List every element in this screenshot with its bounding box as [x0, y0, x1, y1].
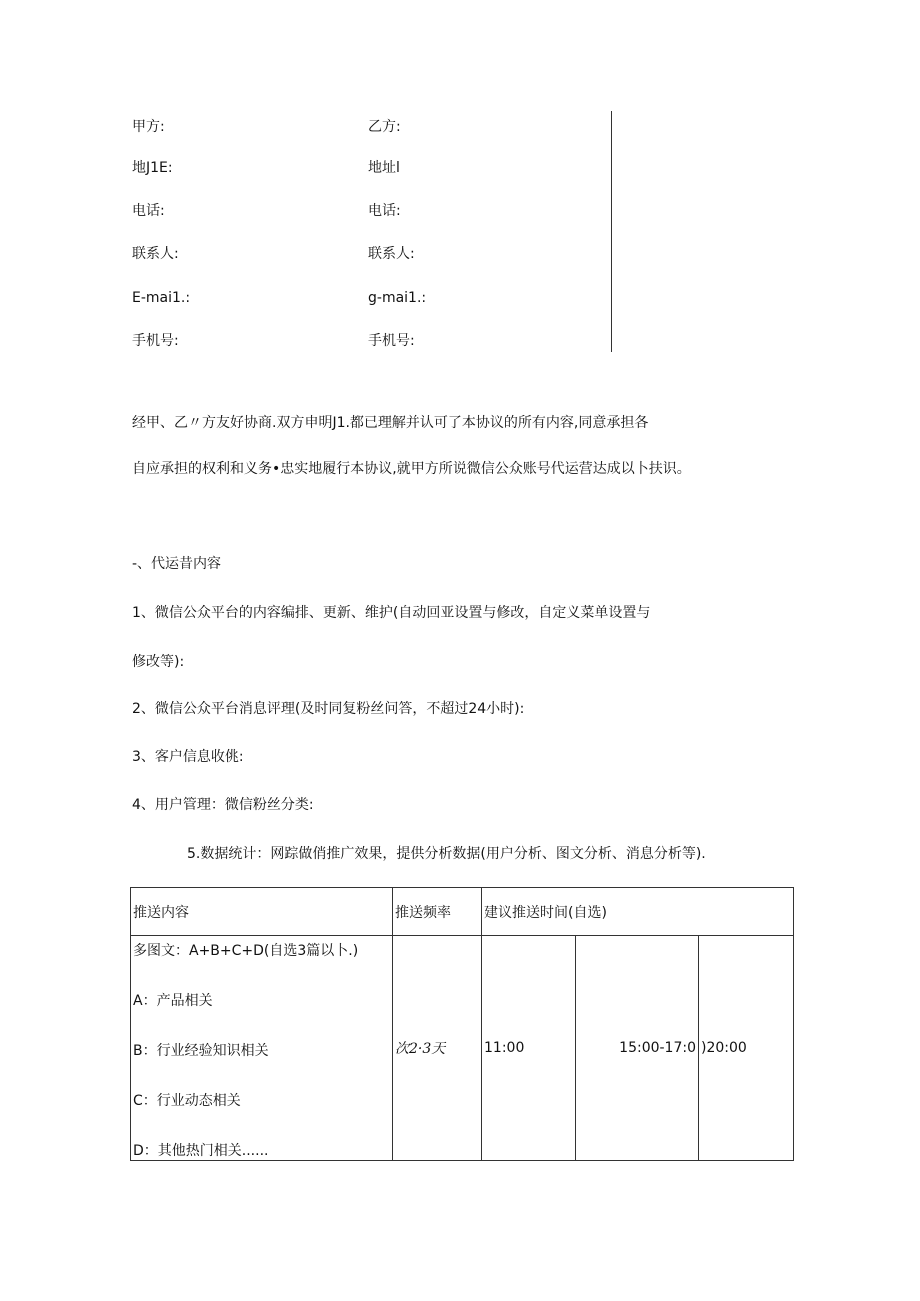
content-line-d: D：其他热门相关......	[133, 1143, 269, 1159]
push-schedule-table	[130, 887, 794, 1161]
party-b-name-label: 乙方:	[368, 119, 401, 135]
header-push-content: 推送内容	[131, 888, 393, 936]
section-item-5: 5.数据统计：网踪做俏推广效果，提供分析数据(用户分析、图文分析、消息分析等).	[187, 846, 706, 862]
intro-line-1: 经甲、乙〃方友好协商.双方申明J1.都已理解并认可了本协议的所有内容,同意承担各	[132, 415, 649, 431]
party-a-contact-label: 联系人:	[132, 246, 179, 262]
push-time-3-cell: )20:00	[699, 936, 794, 1161]
party-b-contact-label: 联系人:	[368, 246, 415, 262]
section-item-3: 3、客户信息收佻:	[132, 749, 244, 765]
party-a-email-label: E-mai1.:	[132, 290, 191, 306]
section-item-4: 4、用户管理：微信粉丝分类:	[132, 797, 314, 813]
party-block-divider	[611, 111, 612, 352]
content-line-a: A：产品相关	[133, 993, 213, 1009]
intro-line-2: 自应承担的权利和义务•忠实地履行本协议,就甲方所说微信公众账号代运营达成以卜扶识。	[132, 461, 691, 477]
content-line-b: B：行业经验知识相关	[133, 1043, 269, 1059]
section-title: -、代运昔内容	[132, 556, 222, 572]
push-time-1-cell: 11:00	[482, 936, 576, 1161]
content-line-c: C：行业动态相关	[133, 1093, 241, 1109]
push-frequency-cell: 次2·3天	[393, 936, 482, 1161]
table-header-row	[131, 888, 794, 936]
push-time-2-cell: 15:00-17:0	[576, 936, 699, 1161]
header-push-time: 建议推送时间(自选)	[482, 888, 794, 936]
party-b-phone-label: 电话:	[368, 203, 401, 219]
party-a-name-label: 甲方:	[132, 119, 165, 135]
party-a-phone-label: 电话:	[132, 203, 165, 219]
party-b-mobile-label: 手机号:	[368, 333, 415, 349]
table-row	[131, 936, 794, 1161]
section-item-1-line-1: 1、微信公众平台的内容编排、更新、维护(自动回亚设置与修改，自定义菜单设置与	[132, 605, 651, 621]
section-item-2: 2、微信公众平台消息评理(及时同复粉丝问答，不超过24小时):	[132, 701, 525, 717]
party-a-address-label: 地J1E:	[132, 160, 173, 176]
header-push-frequency: 推送频率	[393, 888, 482, 936]
party-a-mobile-label: 手机号:	[132, 333, 179, 349]
section-item-1-line-2: 修改等):	[132, 654, 185, 670]
push-content-cell	[131, 936, 393, 1161]
party-b-email-label: g-mai1.:	[368, 290, 427, 306]
party-b-address-label: 地址l	[368, 160, 400, 176]
content-line-multi-article: 多图文：A+B+C+D(自选3篇以卜.)	[133, 943, 359, 959]
